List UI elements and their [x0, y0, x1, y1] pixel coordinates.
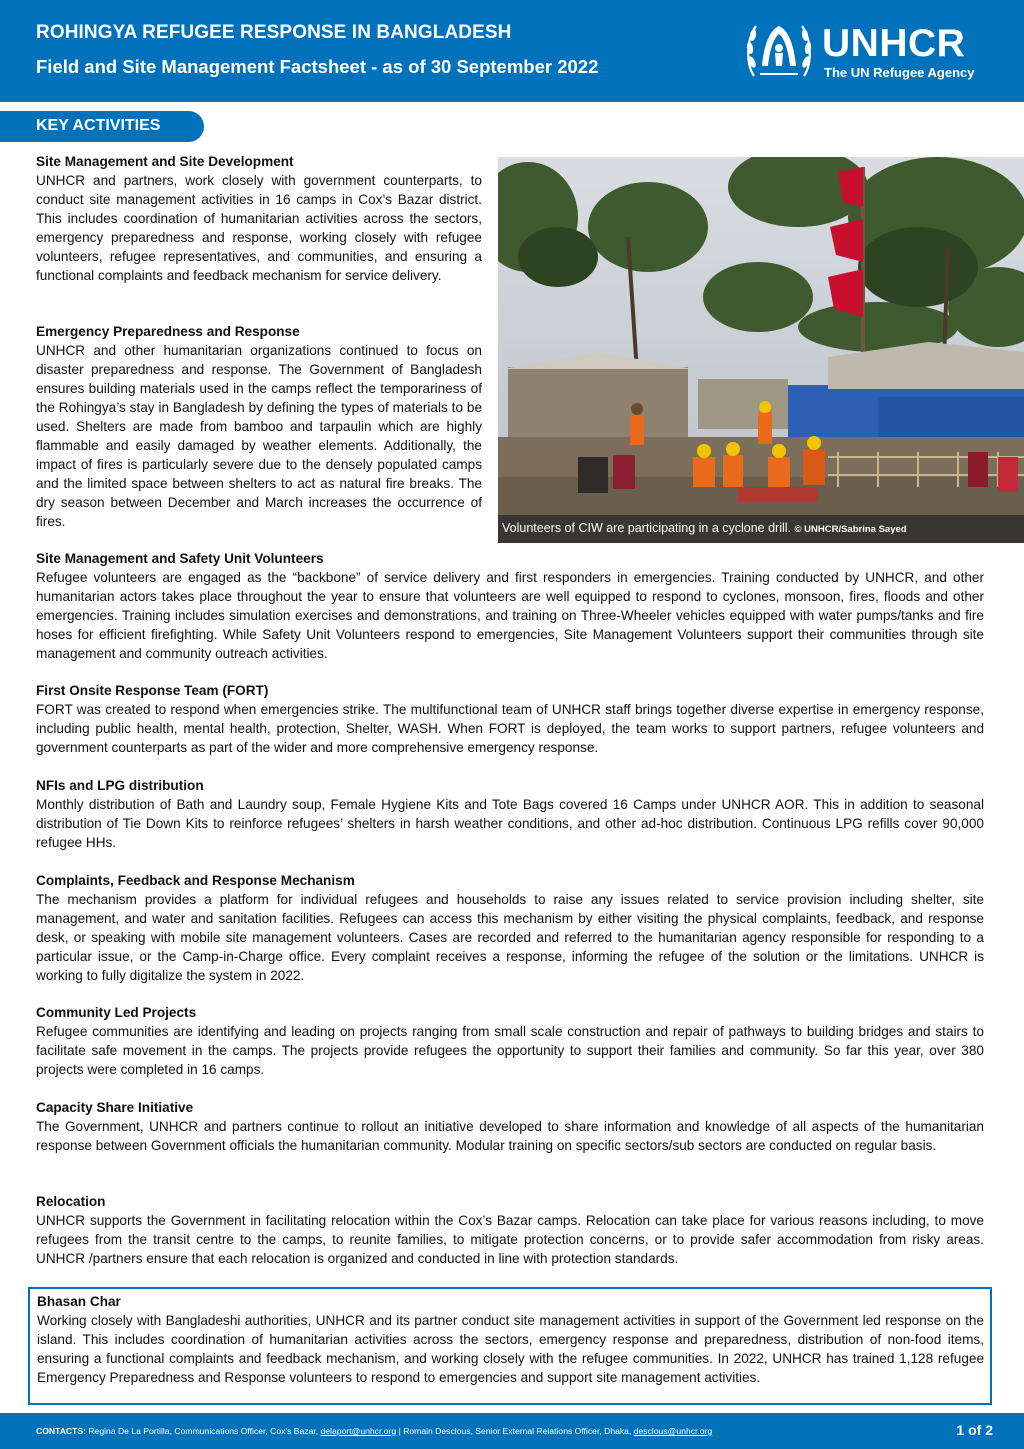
section-body: FORT was created to respond when emergencies strike. The multifunctional team of UNHCR staff brings together diverse expertise in emergency response, including public health, mental health, protection, Shelter, WASH. When FORT is deployed, the team works to support partners, refugee volunteers and government counterparts as part of the wider and more comprehensive emergency response.	[36, 702, 984, 755]
contact-2-email-link[interactable]: desclous@unhcr.org	[633, 1426, 713, 1436]
cyclone-drill-photo	[498, 157, 1024, 543]
section-body: Refugee communities are identifying and leading on projects ranging from small scale construction and repair of pathways to building bridges and stairs to facilitate safe movement in the camps. The projects provide refugees the opportunity to support their families and community. So far this year, over 380 projects were completed in 16 camps.	[36, 1024, 984, 1077]
bhasan-char-heading: Bhasan Char	[37, 1294, 121, 1309]
contact-2: Romain Desclous, Senior External Relations Officer, Dhaka,	[403, 1426, 632, 1436]
section-heading: Complaints, Feedback and Response Mechanism	[36, 873, 355, 888]
bhasan-char-box	[28, 1287, 992, 1405]
section-fort	[36, 681, 984, 757]
section-relocation	[36, 1192, 984, 1268]
section-heading: Relocation	[36, 1194, 106, 1209]
section-emergency-preparedness	[36, 322, 482, 531]
page-header	[0, 0, 1024, 102]
section-complaints-feedback	[36, 871, 984, 985]
section-community-led-projects	[36, 1003, 984, 1079]
section-body: UNHCR supports the Government in facilitating relocation within the Cox’s Bazar camps. Relocation can take place for various reasons including, to move refugees from the transit centre to the camps, to reunite families, to mitigate protection concerns, or to provide safer accommodation from risky areas. UNHCR /partners ensure that each relocation is organized and conducted in line with protection standards.	[36, 1213, 984, 1266]
section-heading: Site Management and Safety Unit Volunteers	[36, 551, 324, 566]
section-body: UNHCR and partners, work closely with government counterparts, to conduct site management activities in 16 camps in Cox’s Bazar district. This includes coordination of humanitarian activities across the sectors, emergency preparedness and response, working closely with refugee volunteers, refugee representatives, and communities, and ensuring a functional complaints and feedback mechanism for service delivery.	[36, 173, 482, 283]
section-body: Refugee volunteers are engaged as the “backbone” of service delivery and first responders in emergencies. Training conducted by UNHCR, and other humanitarian actors takes place throughout the year to ensure that volunteers are well equipped to respond to cyclones, monsoon, fires, floods and other emergencies. Training includes simulation exercises and demonstrations, and training on Three-Wheeler vehicles equipped with water pumps/tanks and fire hoses for efficient firefighting. While Safety Unit Volunteers respond to emergencies, Site Management Volunteers support their communities through site management and community outreach activities.	[36, 570, 984, 661]
unhcr-emblem-icon	[744, 18, 814, 82]
section-heading: Capacity Share Initiative	[36, 1100, 194, 1115]
page-subtitle: Field and Site Management Factsheet - as of 30 September 2022	[36, 56, 599, 77]
photo-caption-text: Volunteers of CIW are participating in a cyclone drill.	[502, 521, 792, 535]
footer-contacts	[36, 1426, 712, 1436]
contact-1-email-link[interactable]: delaport@unhcr.org	[320, 1426, 397, 1436]
section-heading: Emergency Preparedness and Response	[36, 324, 300, 339]
section-capacity-share	[36, 1098, 984, 1155]
page-number: 1 of 2	[956, 1422, 993, 1438]
photo-caption	[498, 515, 1024, 543]
section-body: UNHCR and other humanitarian organizations continued to focus on disaster preparedness and response. The Government of Bangladesh ensures building materials used in the camps reflect the temporariness of the Rohingya’s stay in Bangladesh by defining the types of materials to be used. Shelters are made from bamboo and tarpaulin which are highly flammable and easily damaged by weather elements. Additionally, the impact of fires is particularly severe due to the densely populated camps and the limited space between shelters to act as natural fire breaks. The dry season between December and March increases the occurrence of fires.	[36, 343, 482, 529]
section-body: Monthly distribution of Bath and Laundry soup, Female Hygiene Kits and Tote Bags covered 16 Camps under UNHCR AOR. This in addition to seasonal distribution of Tie Down Kits to reinforce refugees’ shelters in harsh weather conditions, and other ad-hoc distribution. Continuous LPG refills cover 90,000 refugee HHs.	[36, 797, 984, 850]
section-heading: NFIs and LPG distribution	[36, 778, 204, 793]
section-nfi-lpg	[36, 776, 984, 852]
logo-name: UNHCR	[822, 22, 966, 65]
section-safety-unit-volunteers	[36, 549, 984, 663]
logo-tagline: The UN Refugee Agency	[824, 65, 975, 80]
section-site-management	[36, 152, 482, 285]
page-title: ROHINGYA REFUGEE RESPONSE IN BANGLADESH	[36, 22, 512, 43]
key-activities-heading: KEY ACTIVITIES	[0, 111, 204, 142]
section-heading: First Onsite Response Team (FORT)	[36, 683, 269, 698]
section-body: The Government, UNHCR and partners continue to rollout an initiative developed to share information and knowledge of all aspects of the humanitarian response between Government officials the humanitarian community. Modular training on specific sectors/sub sectors are conducted on regular basis.	[36, 1119, 984, 1153]
contact-1: Regina De La Portilla, Communications Officer, Cox's Bazar,	[88, 1426, 319, 1436]
page-footer	[0, 1413, 1024, 1449]
contacts-label: CONTACTS:	[36, 1426, 86, 1436]
section-heading: Community Led Projects	[36, 1005, 197, 1020]
contact-separator: |	[398, 1426, 401, 1436]
photo-credit: © UNHCR/Sabrina Sayed	[794, 524, 907, 535]
unhcr-logo	[744, 18, 994, 82]
photo-illustration	[498, 157, 1024, 543]
section-heading: Site Management and Site Development	[36, 154, 294, 169]
bhasan-char-body: Working closely with Bangladeshi authorities, UNHCR and its partner conduct site management activities in support of the Government led response on the island. This includes coordination of humanitarian activities across the sectors, emergency response and preparedness, distribution of non-food items, ensuring a functional complaints and feedback mechanism, and working closely with the refugee communities. In 2022, UNHCR has trained 1,128 refugee Emergency Preparedness and Response volunteers to respond to emergencies and support site management activities.	[37, 1313, 984, 1385]
section-body: The mechanism provides a platform for individual refugees and households to raise any issues related to service provision including shelter, site management, and water and sanitation facilities. Refugees can access this mechanism by either visiting the physical complaints, feedback, and response desk, or speaking with mobile site management volunteers. Cases are recorded and referred to the humanitarian agency responsible for responding to a particular issue, or the Camp-in-Charge office. Every complaint receives a response, informing the refugee of the solution or the limitations. UNHCR is working to fully digitalize the system in 2022.	[36, 892, 984, 983]
